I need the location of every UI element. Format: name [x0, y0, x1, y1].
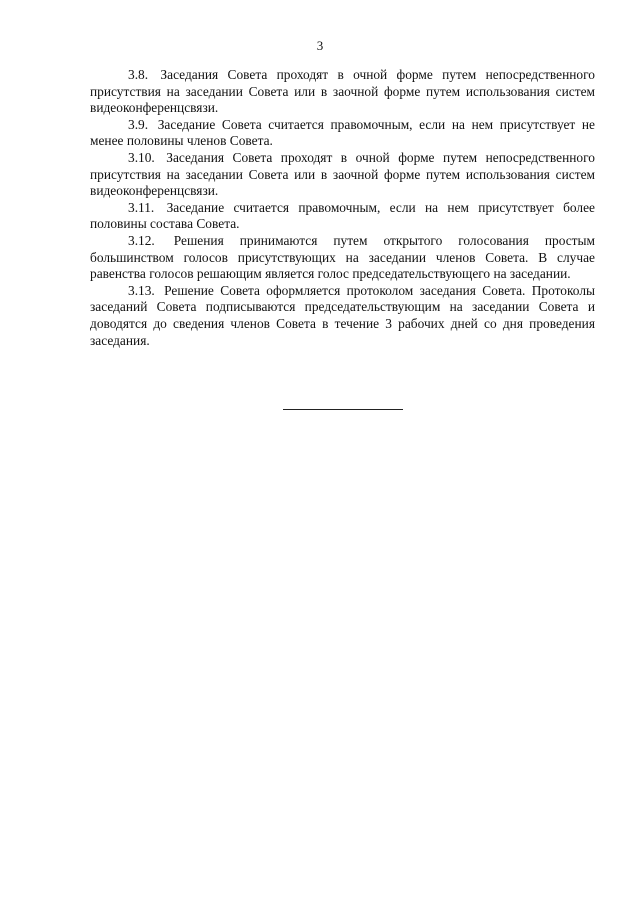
paragraph-number: 3.10.	[128, 149, 155, 165]
paragraph-3-8	[90, 67, 595, 117]
paragraph-text: Решения принимаются путем открытого голосования простым большинством голосов присутствующих на заседании членов Совета. В случае равенства голосов решающим является голос председательствующего на заседании.	[90, 232, 595, 282]
paragraph-number: 3.13.	[128, 282, 155, 298]
paragraph-number: 3.8.	[128, 67, 149, 82]
paragraph-number: 3.12.	[128, 232, 155, 248]
paragraph-text: Заседание считается правомочным, если на нем присутствует более половины состава Совета.	[90, 199, 595, 232]
paragraph-3-9	[90, 117, 595, 150]
paragraph-text: Заседания Совета проходят в очной форме путем непосредственного присутствия на заседании Совета или в заочной форме путем использования систем видеоконференцсвязи.	[90, 67, 595, 116]
paragraph-text: Решение Совета оформляется протоколом заседания Совета. Протоколы заседаний Совета подписываются председательствующим на заседании Совета и доводятся до сведения членов Совета в течение 3 рабочих дней со дня проведения заседания.	[90, 282, 596, 348]
paragraph-3-13	[90, 283, 595, 349]
paragraph-text: Заседание Совета считается правомочным, если на нем присутствует не менее половины членов Совета.	[90, 116, 595, 149]
paragraph-3-10	[90, 150, 595, 200]
end-of-document-rule	[283, 409, 403, 410]
paragraph-text: Заседания Совета проходят в очной форме путем непосредственного присутствия на заседании Совета или в заочной форме путем использования систем видеоконференцсвязи.	[90, 149, 595, 199]
paragraph-3-11	[90, 200, 595, 233]
document-body	[90, 67, 595, 349]
paragraph-number: 3.11.	[128, 199, 155, 215]
page-number: 3	[316, 38, 324, 53]
paragraph-number: 3.9.	[128, 116, 149, 132]
paragraph-3-12	[90, 233, 595, 283]
